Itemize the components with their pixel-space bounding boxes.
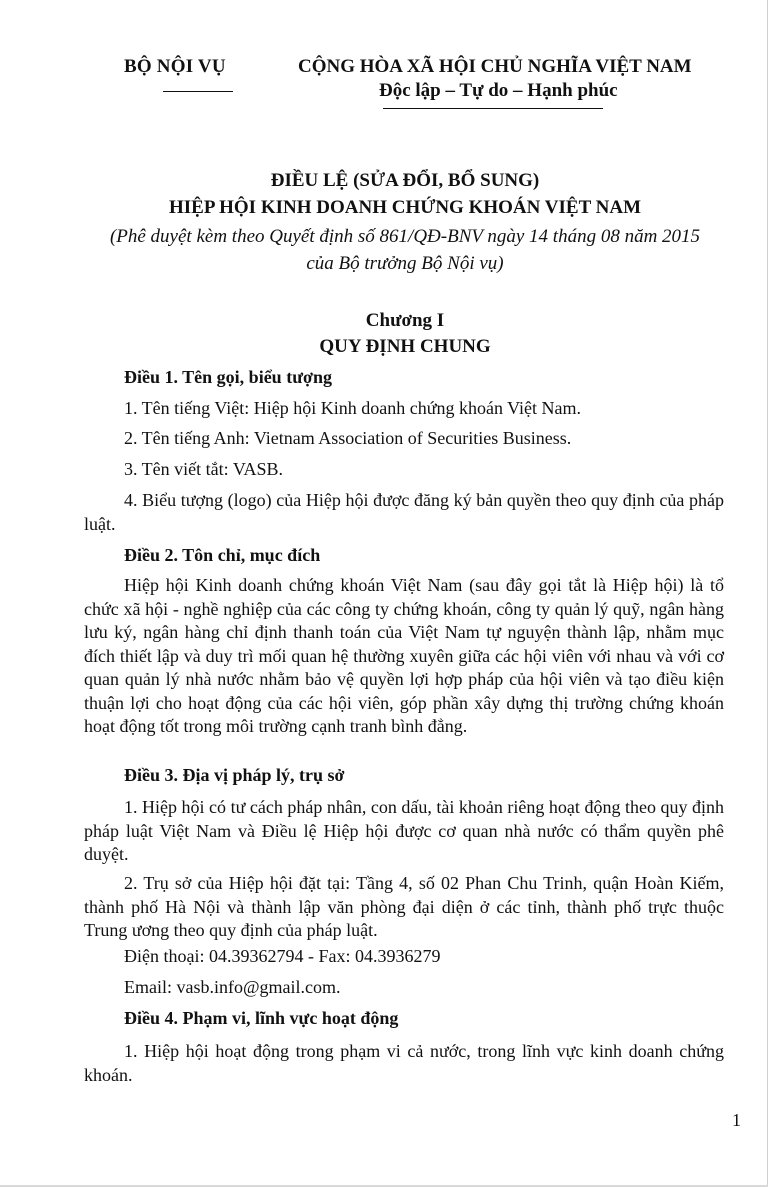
article-2-paragraph-1: Hiệp hội Kinh doanh chứng khoán Việt Nam (sau đây gọi tắt là Hiệp hội) là tổ chức xã hội - nghề nghiệp của các công ty chứng khoán, công ty quản lý quỹ, ngân hàng lưu ký, ngân hàng chỉ định thanh toán của Việt Nam tự nguyện thành lập, nhằm mục đích thiết lập và duy trì mối quan hệ thường xuyên giữa các hội viên với nhau và với cơ quan quản lý nhà nước nhằm bảo vệ quyền lợi hợp pháp của hội viên và tạo điều kiện thuận lợi cho hoạt động của các hội viên, góp phần xây dựng thị trường chứng khoán hoạt động tốt trong môi trường cạnh tranh bình đẳng. (84, 575, 724, 736)
article-4-paragraph-1: 1. Hiệp hội hoạt động trong phạm vi cả nước, trong lĩnh vực kinh doanh chứng khoán. (84, 1041, 724, 1085)
chapter-number: Chương I (365, 310, 445, 331)
page-number: 1 (732, 1110, 741, 1130)
document-title-line2: HIỆP HỘI KINH DOANH CHỨNG KHOÁN VIỆT NAM (168, 197, 642, 218)
article-4-heading: Điều 4. Phạm vi, lĩnh vực hoạt động (124, 1008, 399, 1028)
article-3-paragraph-2: 2. Trụ sở của Hiệp hội đặt tại: Tầng 4, số 02 Phan Chu Trinh, quận Hoàn Kiếm, thành phố Hà Nội và thành lập văn phòng đại diện ở các tỉnh, thành phố trực thuộc Trung ương theo quy định của pháp luật. (84, 873, 724, 940)
ministry-underline (163, 91, 233, 92)
article-1-heading: Điều 1. Tên gọi, biểu tượng (124, 367, 332, 387)
article-3-phone-fax: Điện thoại: 04.39362794 - Fax: 04.3936279 (124, 946, 441, 966)
article-1-paragraph-3: 3. Tên viết tắt: VASB. (124, 459, 284, 479)
article-3-heading: Điều 3. Địa vị pháp lý, trụ sở (124, 765, 345, 785)
chapter-name: QUY ĐỊNH CHUNG (319, 336, 491, 357)
national-motto: Độc lập – Tự do – Hạnh phúc (379, 80, 618, 101)
article-1-paragraph-4: 4. Biểu tượng (logo) của Hiệp hội được đăng ký bản quyền theo quy định của pháp luật. (84, 490, 724, 534)
article-3-email: Email: vasb.info@gmail.com. (124, 977, 341, 997)
approval-note-line1: (Phê duyệt kèm theo Quyết định số 861/QĐ-BNV ngày 14 tháng 08 năm 2015 (109, 226, 701, 247)
article-1-paragraph-1: 1. Tên tiếng Việt: Hiệp hội Kinh doanh chứng khoán Việt Nam. (124, 398, 582, 418)
article-3-paragraph-1: 1. Hiệp hội có tư cách pháp nhân, con dấu, tài khoản riêng hoạt động theo quy định pháp luật Việt Nam và Điều lệ Hiệp hội được cơ quan nhà nước có thẩm quyền phê duyệt. (84, 797, 724, 864)
document-title-line1: ĐIỀU LỆ (SỬA ĐỔI, BỔ SUNG) (270, 170, 540, 191)
ministry-name: BỘ NỘI VỤ (124, 56, 226, 77)
nation-name: CỘNG HÒA XÃ HỘI CHỦ NGHĨA VIỆT NAM (298, 56, 692, 77)
article-2-heading: Điều 2. Tôn chỉ, mục đích (124, 545, 321, 565)
article-1-paragraph-2: 2. Tên tiếng Anh: Vietnam Association of Securities Business. (124, 428, 572, 448)
approval-note-line2: của Bộ trưởng Bộ Nội vụ) (306, 253, 504, 274)
motto-underline (383, 108, 603, 109)
